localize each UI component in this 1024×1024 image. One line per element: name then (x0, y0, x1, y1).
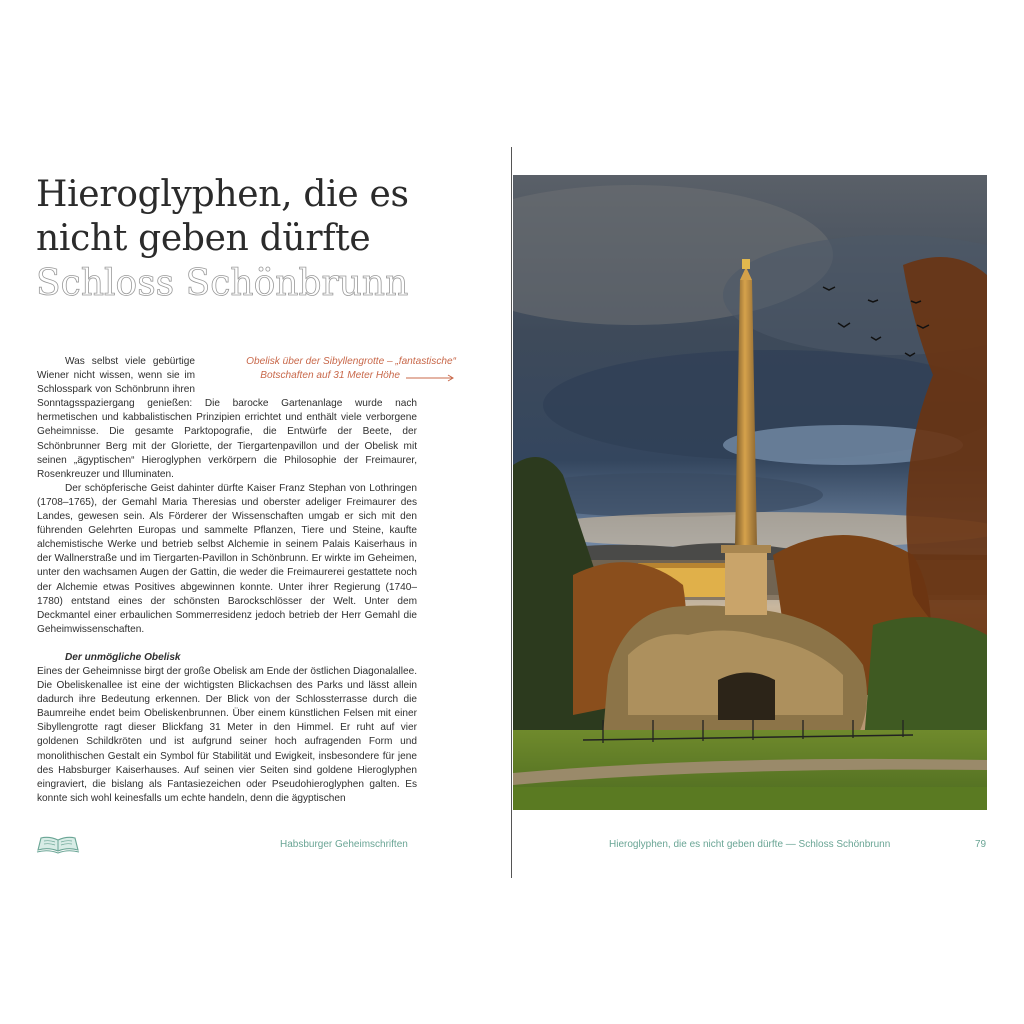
caption-line-2: Botschaften auf 31 Meter Höhe (260, 370, 400, 382)
obelisk-photo (513, 175, 987, 810)
running-footer-left: Habsburger Geheimschriften (280, 839, 408, 850)
paragraph-3: Eines der Geheimnisse birgt der große Obelisk am Ende der östlichen Diagonalallee. Die Obeliskenallee ist eine der wichtigsten Blickachsen des Parks und lässt allein dadurch ihre Bedeutung erkennen. Der Blick von der Schlossterrasse durch die Baumreihe endet beim Obeliskenbrunnen. Über einem künstlichen Felsen mit einer Sibyllengrotte ragt dieser Blickfang 31 Meter in den Himmel. Er ruht auf vier goldenen Schildkröten und ist aufgrund seiner hoch aufragenden Form und monolithischen Gestalt ein Symbol für Stabilität und Ewigkeit, insbesondere für jene des Habsburger Kaiserhauses. Auf seinen vier Seiten sind goldene Hieroglyphen eingraviert, die bislang als Fantasiezeichen oder Pseudohieroglyphen galten. Es konnte sich wohl keinesfalls um echte handeln, denn die ägyptischen (37, 665, 417, 804)
caption-line-1: Obelisk über der Sibyllengrotte – „fantastische“ (246, 356, 456, 367)
paragraph-2: Der schöpferische Geist dahinter dürfte Kaiser Franz Stephan von Lothringen (1708–1765), der Gemahl Maria Theresias und oberster adeliger Freimaurer des Landes, gewesen sein. Als Förderer der Wissenschaften umgab er sich mit den führenden Gelehrten Europas und sammelte Pflanzen, Tiere und Steine, kaufte alchemistische Werke und betrieb selbst Alchemie in seinem Palais Kaiserhaus in der Wallnerstraße und im Tiergarten-Pavillon in Schönbrunn. Er wirkte im Geheimen, unter den wachsamen Augen der Gattin, die weder die Freimaurerei gestattete noch der Alchemie etwas Positives abgewinnen konnte. Unter ihrer Regierung (1740–1780) entstand eines der schönsten Barockschlösser der Welt. Unter dem Deckmantel einer erbaulichen Sommerresidenz jedoch betrieb der Herr Gemahl die Geheimwissenschaften. (37, 482, 417, 635)
subheading: Der unmögliche Obelisk (65, 651, 181, 663)
arrow-right-icon (406, 374, 456, 382)
page-gutter (511, 147, 512, 878)
title-line-1: Hieroglyphen, die es (36, 174, 409, 215)
body-text (37, 355, 417, 806)
running-footer-right: Hieroglyphen, die es nicht geben dürfte — Schloss Schönbrunn (609, 839, 891, 850)
title-line-2: nicht geben dürfte (36, 218, 371, 259)
image-caption (226, 355, 456, 383)
chapter-title (36, 173, 476, 307)
page-number: 79 (975, 839, 987, 850)
paragraph-1: Was selbst viele gebürtige Wiener nicht wissen, wenn sie im Schlosspark von Schönbrunn ihren Sonntagsspaziergang genießen: Die barocke Gartenanlage wurde nach hermetischen und kabbalistischen Prinzipien errichtet und enthält viele verborgene Geheimnisse. Die gesamte Parktopografie, die Entwürfe der Beete, der Schönbrunner Berg mit der Gloriette, der Tiergartenpavillon und der Obelisk mit seinen „ägyptischen“ Hieroglyphen verkörpern die Philosophie der Freimaurer, Rosenkreuzer und Illuminaten. (37, 356, 417, 480)
title-subtitle: Schloss Schönbrunn (36, 263, 409, 304)
obelisk-photo-illustration (513, 175, 987, 810)
open-book-icon (36, 834, 80, 854)
